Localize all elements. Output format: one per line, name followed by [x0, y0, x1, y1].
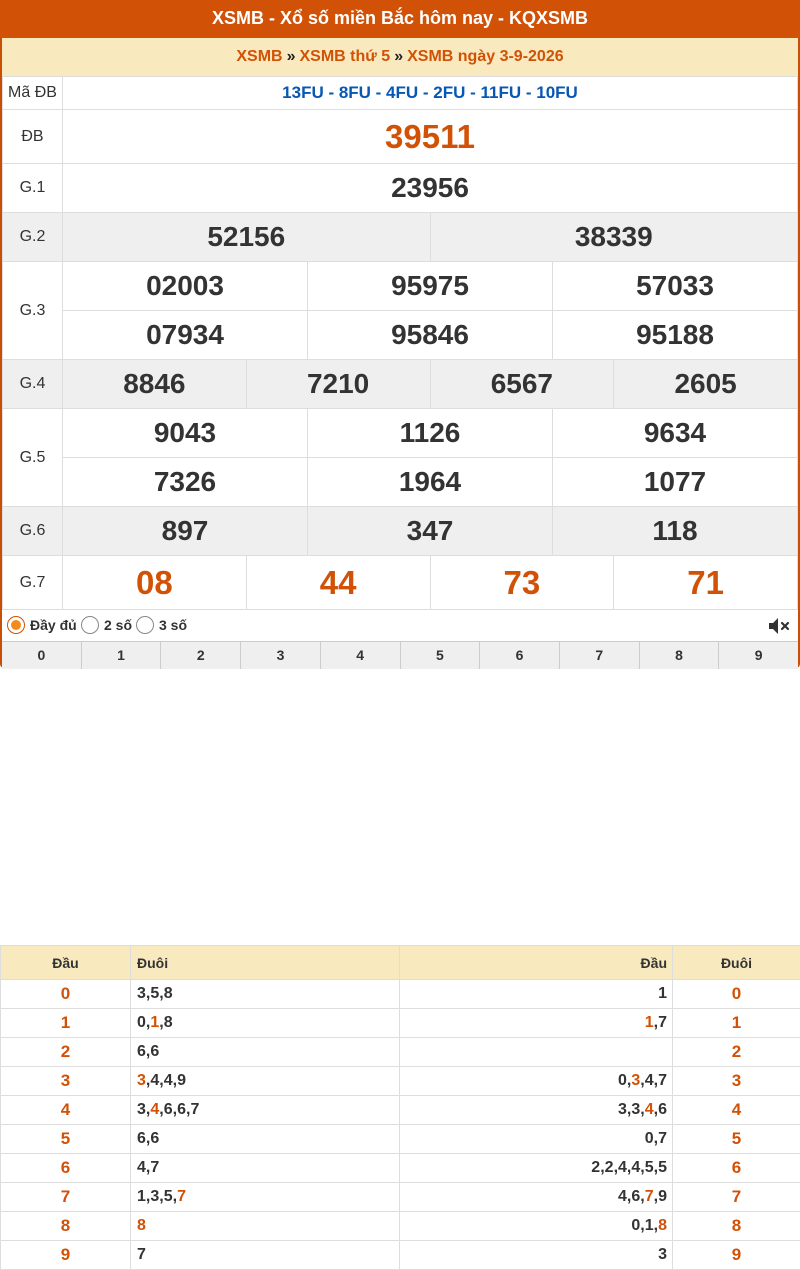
row-g1 [3, 164, 798, 213]
tail-list: 3,5,8 [131, 980, 400, 1009]
row-g4 [3, 360, 798, 409]
prize-label: G.4 [3, 360, 63, 409]
digit-8[interactable]: 8 [639, 642, 719, 669]
prize-number: 9043 [63, 409, 308, 458]
digit-6[interactable]: 6 [479, 642, 559, 669]
tail-digit: 8 [673, 1212, 800, 1241]
prize-number: 1077 [553, 458, 798, 507]
prize-label: ĐB [3, 110, 63, 164]
prize-number: 1964 [308, 458, 553, 507]
header-duoi: Đuôi [131, 946, 400, 980]
row-ma-db [3, 77, 798, 110]
radio-full[interactable] [7, 616, 25, 634]
volume-off-icon[interactable] [766, 614, 790, 638]
table-row [1, 1154, 800, 1183]
table-row [1, 1183, 800, 1212]
digit-3[interactable]: 3 [240, 642, 320, 669]
radio-full-label[interactable]: Đầy đủ [30, 617, 77, 633]
tail-list: 6,6 [131, 1038, 400, 1067]
prize-number: 897 [63, 507, 308, 556]
prize-number: 57033 [553, 262, 798, 311]
prize-number: 7326 [63, 458, 308, 507]
header-duoi-2: Đuôi [673, 946, 800, 980]
head-list: 3,3,4,6 [400, 1096, 673, 1125]
prize-number: 1126 [308, 409, 553, 458]
prize-number: 118 [553, 507, 798, 556]
header-dau: Đầu [1, 946, 131, 980]
prize-number: 23956 [63, 164, 798, 213]
tail-list: 8 [131, 1212, 400, 1241]
table-row [1, 1096, 800, 1125]
row-g5 [3, 409, 798, 458]
head-digit: 3 [1, 1067, 131, 1096]
display-options [2, 610, 798, 641]
page-title: XSMB - Xổ số miền Bắc hôm nay - KQXSMB [0, 0, 800, 38]
head-list: 4,6,7,9 [400, 1183, 673, 1212]
radio-3-digits[interactable] [136, 616, 154, 634]
prize-number: 6567 [430, 360, 614, 409]
prize-number: 08 [63, 556, 247, 610]
tail-digit: 4 [673, 1096, 800, 1125]
prize-number: 71 [614, 556, 798, 610]
tail-list: 0,1,8 [131, 1009, 400, 1038]
tail-list: 1,3,5,7 [131, 1183, 400, 1212]
breadcrumb-separator: » [390, 48, 407, 65]
breadcrumb-xsmb[interactable]: XSMB [236, 48, 282, 65]
radio-2-digits-label[interactable]: 2 số [104, 617, 132, 633]
prize-number: 38339 [430, 213, 798, 262]
tail-list: 3,4,6,6,7 [131, 1096, 400, 1125]
head-list: 3 [400, 1241, 673, 1270]
prize-number: 347 [308, 507, 553, 556]
row-g6 [3, 507, 798, 556]
head-digit: 6 [1, 1154, 131, 1183]
table-row [1, 1212, 800, 1241]
head-list: 2,2,4,4,5,5 [400, 1154, 673, 1183]
head-digit: 9 [1, 1241, 131, 1270]
head-digit: 2 [1, 1038, 131, 1067]
head-list: 1 [400, 980, 673, 1009]
header-dau-2: Đầu [400, 946, 673, 980]
table-row [1, 1125, 800, 1154]
row-g5-b [3, 458, 798, 507]
head-digit: 1 [1, 1009, 131, 1038]
digit-4[interactable]: 4 [320, 642, 400, 669]
breadcrumb-xsmb-ngay[interactable]: XSMB ngày 3-9-2026 [407, 48, 564, 65]
tail-digit: 1 [673, 1009, 800, 1038]
digit-7[interactable]: 7 [559, 642, 639, 669]
radio-2-digits[interactable] [81, 616, 99, 634]
prize-number: 7210 [246, 360, 430, 409]
row-g3-b [3, 311, 798, 360]
table-row [1, 1009, 800, 1038]
tail-digit: 9 [673, 1241, 800, 1270]
breadcrumb [2, 38, 798, 76]
table-row [1, 1241, 800, 1270]
special-code-value: 13FU - 8FU - 4FU - 2FU - 11FU - 10FU [63, 77, 798, 110]
prize-number: 44 [246, 556, 430, 610]
loto-header [1, 946, 800, 980]
prize-number: 52156 [63, 213, 431, 262]
prize-label: Mã ĐB [3, 77, 63, 110]
special-prize-number: 39511 [63, 110, 798, 164]
tail-digit: 2 [673, 1038, 800, 1067]
loto-table [0, 945, 800, 1270]
prize-number: 95846 [308, 311, 553, 360]
head-list: 0,7 [400, 1125, 673, 1154]
digit-9[interactable]: 9 [718, 642, 798, 669]
head-list: 1,7 [400, 1009, 673, 1038]
breadcrumb-separator: » [283, 48, 300, 65]
results-table [2, 76, 798, 610]
head-list [400, 1038, 673, 1067]
row-g2 [3, 213, 798, 262]
tail-digit: 0 [673, 980, 800, 1009]
digit-1[interactable]: 1 [81, 642, 161, 669]
tail-list: 7 [131, 1241, 400, 1270]
prize-label: G.3 [3, 262, 63, 360]
tail-list: 4,7 [131, 1154, 400, 1183]
prize-label: G.6 [3, 507, 63, 556]
head-list: 0,1,8 [400, 1212, 673, 1241]
row-g7 [3, 556, 798, 610]
prize-number: 95188 [553, 311, 798, 360]
table-row [1, 1038, 800, 1067]
row-db [3, 110, 798, 164]
prize-number: 8846 [63, 360, 247, 409]
tail-digit: 6 [673, 1154, 800, 1183]
head-list: 0,3,4,7 [400, 1067, 673, 1096]
head-digit: 5 [1, 1125, 131, 1154]
prize-number: 95975 [308, 262, 553, 311]
digit-0[interactable]: 0 [2, 642, 81, 669]
prize-label: G.1 [3, 164, 63, 213]
table-row [1, 1067, 800, 1096]
digit-5[interactable]: 5 [400, 642, 480, 669]
tail-digit: 5 [673, 1125, 800, 1154]
digit-filter-bar [2, 641, 798, 669]
prize-number: 2605 [614, 360, 798, 409]
tail-list: 6,6 [131, 1125, 400, 1154]
prize-number: 07934 [63, 311, 308, 360]
prize-number: 9634 [553, 409, 798, 458]
tail-digit: 3 [673, 1067, 800, 1096]
prize-label: G.2 [3, 213, 63, 262]
tail-list: 3,4,4,9 [131, 1067, 400, 1096]
head-digit: 4 [1, 1096, 131, 1125]
row-g3 [3, 262, 798, 311]
loto-body [1, 980, 800, 1270]
prize-number: 73 [430, 556, 614, 610]
prize-label: G.5 [3, 409, 63, 507]
head-digit: 7 [1, 1183, 131, 1212]
digit-2[interactable]: 2 [160, 642, 240, 669]
breadcrumb-xsmb-thu[interactable]: XSMB thứ 5 [300, 48, 391, 65]
head-digit: 8 [1, 1212, 131, 1241]
head-digit: 0 [1, 980, 131, 1009]
table-row [1, 980, 800, 1009]
prize-number: 02003 [63, 262, 308, 311]
tail-digit: 7 [673, 1183, 800, 1212]
prize-label: G.7 [3, 556, 63, 610]
radio-3-digits-label[interactable]: 3 số [159, 617, 187, 633]
